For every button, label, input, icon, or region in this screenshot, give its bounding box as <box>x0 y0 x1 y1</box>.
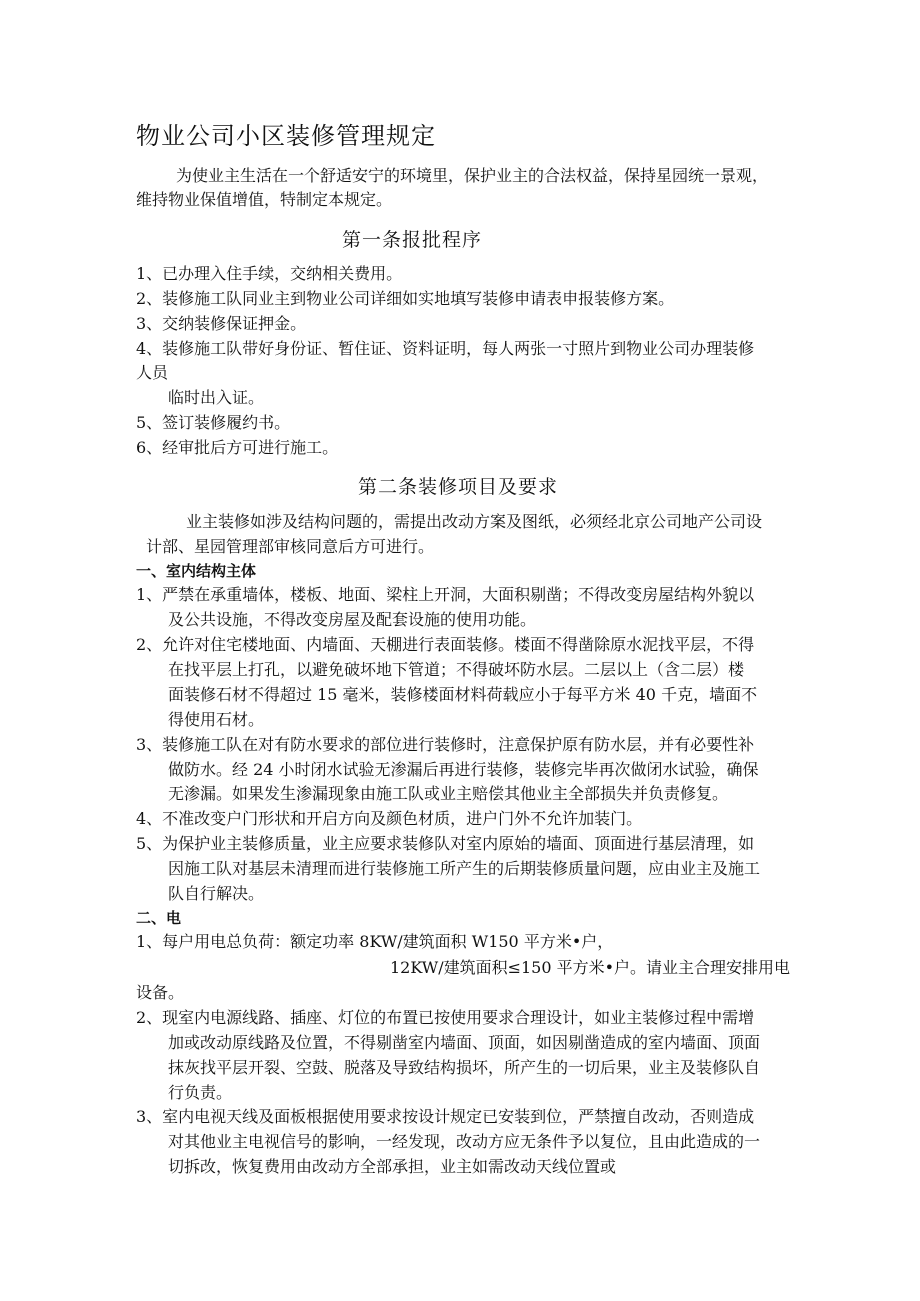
sub1-line-9: 无渗漏。如果发生渗漏现象由施工队或业主赔偿其他业主全部损失并负责修复。 <box>168 784 729 803</box>
section1-item-1: 1、已办理入住手续，交纳相关费用。 <box>136 264 403 283</box>
section2-intro-1: 业主装修如涉及结构问题的，需提出改动方案及图纸，必须经北京公司地产公司设 <box>186 512 763 531</box>
sub1-line-10: 4、不准改变户门形状和开启方向及颜色材质，进户门外不允许加装门。 <box>136 809 643 828</box>
section1-item-4-cont2: 临时出入证。 <box>168 388 265 407</box>
sub1-line-11: 5、为保护业主装修质量，业主应要求装修队对室内原始的墙面、顶面进行基层清理，如 <box>136 834 755 853</box>
sub2-line-2: 12KW/建筑面积≤150 平方米•户。请业主合理安排用电 <box>390 958 791 977</box>
section1-item-4-cont: 人员 <box>136 363 169 382</box>
sub2-line-4: 2、现室内电源线路、插座、灯位的布置已按使用要求合理设计，如业主装修过程中需增 <box>136 1008 755 1027</box>
sub2-line-7: 行负责。 <box>168 1083 233 1102</box>
section1-item-5: 5、签订装修履约书。 <box>136 413 291 432</box>
sub2-heading: 二、电 <box>136 909 182 927</box>
section2-intro-2: 计部、星园管理部审核同意后方可进行。 <box>146 537 435 556</box>
section1-item-3: 3、交纳装修保证押金。 <box>136 314 307 333</box>
intro-line-1: 为使业主生活在一个舒适安宁的环境里，保护业主的合法权益，保持星园统一景观， <box>176 166 769 185</box>
sub2-line-1: 1、每户用电总负荷：额定功率 8KW/建筑面积 W150 平方米•户， <box>136 932 614 951</box>
section1-item-2: 2、装修施工队同业主到物业公司详细如实地填写装修申请表申报装修方案。 <box>136 289 675 308</box>
sub2-line-8: 3、室内电视天线及面板根据使用要求按设计规定已安装到位，严禁擅自改动，否则造成 <box>136 1107 755 1126</box>
sub1-heading: 一、室内结构主体 <box>136 562 257 580</box>
section2-heading: 第二条装修项目及要求 <box>358 476 559 498</box>
section1-item-6: 6、经审批后方可进行施工。 <box>136 438 339 457</box>
section1-item-4: 4、装修施工队带好身份证、暂住证、资料证明，每人两张一寸照片到物业公司办理装修 <box>136 339 755 358</box>
sub1-line-2: 及公共设施，不得改变房屋及配套设施的使用功能。 <box>168 610 537 629</box>
sub2-line-6: 抹灰找平层开裂、空鼓、脱落及导致结构损坏，所产生的一切后果，业主及装修队自 <box>168 1058 761 1077</box>
sub1-line-5: 面装修石材不得超过 15 毫米，装修楼面材料荷载应小于每平方米 40 千克，墙面不 <box>168 685 758 704</box>
sub1-line-1: 1、严禁在承重墙体，楼板、地面、梁柱上开洞，大面积剔凿；不得改变房屋结构外貌以 <box>136 585 755 604</box>
document-title: 物业公司小区装修管理规定 <box>136 122 436 150</box>
sub2-line-5: 加或改动原线路及位置，不得剔凿室内墙面、顶面，如因剔凿造成的室内墙面、顶面 <box>168 1033 761 1052</box>
sub1-line-3: 2、允许对住宅楼地面、内墙面、天棚进行表面装修。楼面不得凿除原水泥找平层，不得 <box>136 635 755 654</box>
sub1-line-7: 3、装修施工队在对有防水要求的部位进行装修时，注意保护原有防水层，并有必要性补 <box>136 735 755 754</box>
sub1-line-13: 队自行解决。 <box>168 884 265 903</box>
section1-heading: 第一条报批程序 <box>342 229 483 251</box>
sub1-line-6: 得使用石材。 <box>168 710 265 729</box>
sub2-line-9: 对其他业主电视信号的影响，一经发现，改动方应无条件予以复位，且由此造成的一 <box>168 1132 761 1151</box>
sub2-line-10: 切拆改，恢复费用由改动方全部承担，业主如需改动天线位置或 <box>168 1157 617 1176</box>
sub1-line-8: 做防水。经 24 小时闭水试验无渗漏后再进行装修，装修完毕再次做闭水试验，确保 <box>168 760 759 779</box>
intro-line-2: 维持物业保值增值，特制定本规定。 <box>136 190 393 209</box>
sub1-line-12: 因施工队对基层未清理而进行装修施工所产生的后期装修质量问题，应由业主及施工 <box>168 859 761 878</box>
sub2-line-3: 设备。 <box>136 983 185 1002</box>
sub1-line-4: 在找平层上打孔，以避免破坏地下管道；不得破坏防水层。二层以上（含二层）楼 <box>168 660 745 679</box>
